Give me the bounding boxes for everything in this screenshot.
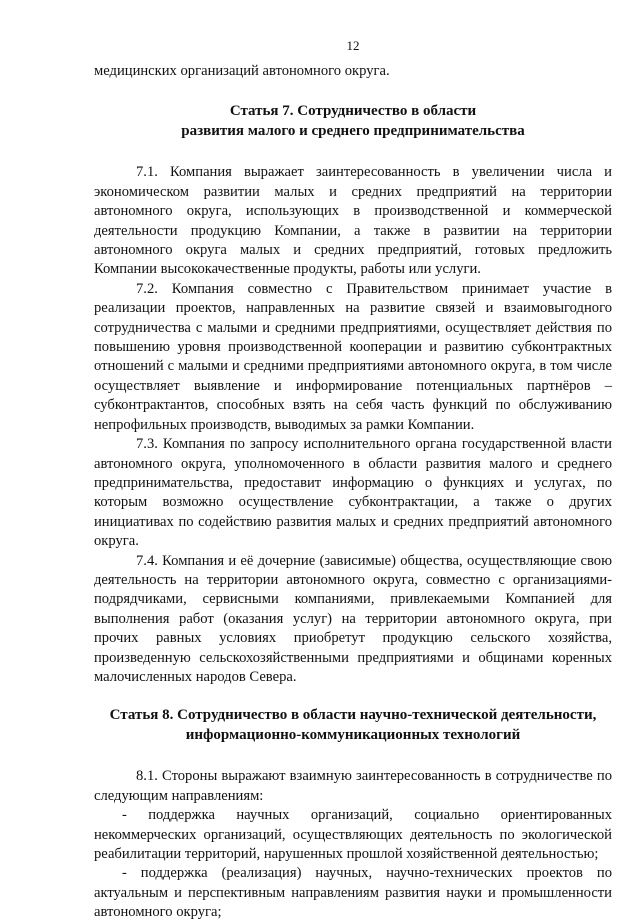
paragraph-8-1: 8.1. Стороны выражают взаимную заинтересованность в сотрудничестве по следующим направлениям: — [94, 768, 612, 804]
list-item-1: - поддержка научных организаций, социально ориентированных некоммерческих организаций, осуществляющих деятельность по экологической реабилитации территорий, нарушенных прошлой хозяйственной деятельностью; — [94, 807, 612, 862]
article-8-title-line-2: информационно-коммуникационных технологий — [185, 727, 521, 744]
intro-line: медицинских организаций автономного округа. — [94, 63, 390, 79]
page-number: 12 — [346, 38, 360, 53]
article-7-title-line-2: развития малого и среднего предпринимательства — [181, 123, 525, 140]
article-7-title-line-1: Статья 7. Сотрудничество в области — [229, 103, 477, 120]
article-7-heading — [94, 101, 612, 141]
paragraph-7-3: 7.3. Компания по запросу исполнительного органа государственной власти автономного округа, уполномоченного в области развития малого и среднего предпринимательства, предоставит информацию о функциях и услугах, по которым возможно осуществление субконтрактации, а также о других инициативах по содействию развития малых и средних предприятий автономного округа. — [94, 436, 612, 550]
paragraph-7-4: 7.4. Компания и её дочерние (зависимые) общества, осуществляющие свою деятельность на территории автономного округа, совместно с организациями-подрядчиками, сервисными компаниями, привлекаемыми Компанией для выполнения работ (оказания услуг) на территории автономного округа, при прочих равных условиях приобретут продукцию сельского хозяйства, произведенную сельскохозяйственными предприятиями и общинами коренных малочисленных народов Севера. — [94, 552, 612, 685]
article-7-body — [94, 163, 612, 687]
paragraph-7-2: 7.2. Компания совместно с Правительством принимает участие в реализации проектов, направленных на развитие связей и взаимовыгодного сотрудничества с малыми и средними предприятиями, осуществляет действия по повышению уровня производственной кооперации и развитию субконтрактных отношений с малыми и средними предприятиями автономного округа, в том числе осуществляет выявление и информирование потенциальных партнёров – субконтрактантов, способных взять на себя часть функций по обслуживанию непрофильных производств, выводимых за рамки Компании. — [94, 280, 612, 433]
article-8-heading — [94, 705, 612, 745]
article-8-title-line-1: Статья 8. Сотрудничество в области научно-технической деятельности, — [109, 707, 597, 724]
article-8-body — [94, 767, 612, 922]
paragraph-7-1: 7.1. Компания выражает заинтересованность в увеличении числа и экономическом развитии малых и средних предприятий на территории автономного округа, использующих в производственной и коммерческой деятельности продукцию Компании, а также в развитии на территории автономного округа малых и средних предприятий, готовых предложить Компании высококачественные продукты, работы или услуги. — [94, 164, 612, 278]
list-item-2: - поддержка (реализация) научных, научно-технических проектов по актуальным и перспективным направлениям развития науки и промышленности автономного округа; — [94, 865, 612, 921]
